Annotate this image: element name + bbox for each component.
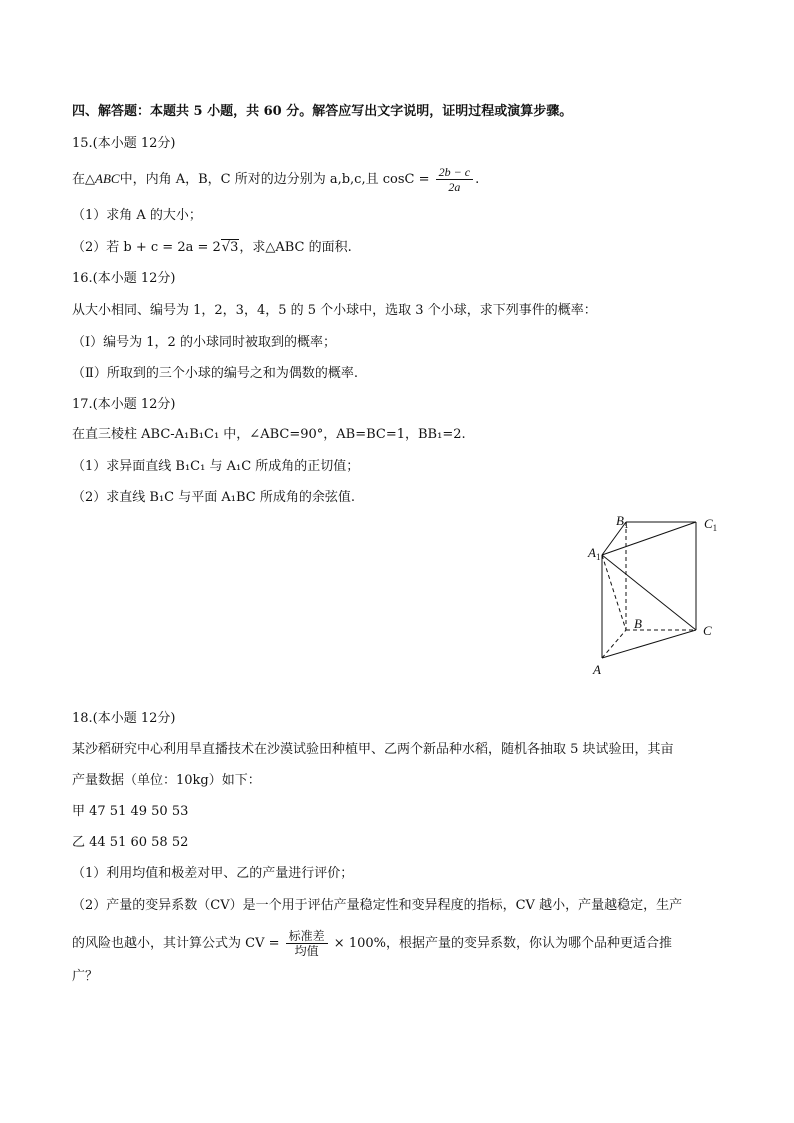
label-c: C (703, 623, 712, 638)
q16-stem: 从大小相同、编号为 1，2，3，4，5 的 5 个小球中，选取 3 个小球，求下列事件的概率： (72, 303, 597, 318)
q17-part1: （1）求异面直线 B₁C₁ 与 A₁C 所成角的正切值； (72, 459, 360, 474)
q15-title: 15.(本小题 12分) (72, 136, 176, 151)
q16-part1: （Ⅰ）编号为 1，2 的小球同时被取到的概率； (72, 335, 336, 350)
q15-stem (72, 165, 479, 194)
label-b: B (634, 616, 642, 631)
q15-part2 (72, 239, 352, 257)
q15-part2-pre: （2）若 b + c = 2a = 2 (72, 240, 221, 255)
q15-part1: （1）求角 A 的大小； (72, 208, 202, 223)
edge-a-c (602, 630, 696, 658)
q15-stem-abc: ABC (95, 171, 120, 186)
q17-stem: 在直三棱柱 ABC-A₁B₁C₁ 中，∠ABC=90°，AB=BC=1，BB₁=2. (72, 427, 466, 442)
q15-frac-num: 2b − c (438, 165, 471, 179)
q18-part2-line2 (72, 929, 672, 958)
q15-stem-end: . (475, 172, 480, 187)
q18-part2-line3: 广？ (72, 969, 99, 984)
q15-cos-fraction (436, 165, 473, 194)
label-a1: $A_1$ (588, 545, 601, 562)
prism-figure (584, 510, 734, 680)
q18-cv-fraction (286, 929, 328, 958)
q15-frac-den: 2a (436, 179, 473, 194)
q18-stem-line1: 某沙稻研究中心利用旱直播技术在沙漠试验田种植甲、乙两个新品种水稻，随机各抽取 5 块试验田，其亩 (72, 742, 674, 757)
q15-stem-pre: 在△ (72, 172, 95, 187)
edge-a1-c (602, 555, 696, 630)
label-b1: $B_1$ (616, 513, 629, 530)
q18-frac-den: 均值 (286, 943, 328, 958)
q18-part2-line1: （2）产量的变异系数（CV）是一个用于评估产量稳定性和变异程度的指标，CV 越小，产量越稳定，生产 (72, 898, 683, 913)
q18-stem-line2: 产量数据（单位：10kg）如下： (72, 773, 261, 788)
edge-a1-b-hidden (602, 555, 626, 630)
q17-title: 17.(本小题 12分) (72, 397, 176, 412)
q15-part2-post: ，求△ABC 的面积. (239, 240, 352, 255)
q18-row-yi: 乙 44 51 60 58 52 (72, 835, 189, 850)
label-a: A (593, 662, 601, 677)
q18-title: 18.(本小题 12分) (72, 711, 176, 726)
q18-part2-line2-post: × 100%，根据产量的变异系数，你认为哪个品种更适合推 (333, 936, 672, 951)
q15-sqrt-value: 3 (230, 240, 239, 255)
q18-part1: （1）利用均值和极差对甲、乙的产量进行评价； (72, 866, 354, 881)
q16-title: 16.(本小题 12分) (72, 271, 176, 286)
q18-frac-num: 标准差 (288, 929, 325, 943)
q18-part2-line2-pre: 的风险也越小，其计算公式为 CV = (72, 936, 280, 951)
q17-part2: （2）求直线 B₁C 与平面 A₁BC 所成角的余弦值. (72, 490, 355, 505)
q16-part2: （Ⅱ）所取到的三个小球的编号之和为偶数的概率. (72, 366, 358, 381)
section-heading: 四、解答题：本题共 5 小题，共 60 分。解答应写出文字说明，证明过程或演算步骤。 (72, 104, 573, 119)
q15-sqrt: √3 (221, 240, 239, 255)
q15-stem-mid: 中，内角 A，B，C 所对的边分别为 a,b,c,且 cosC = (119, 172, 430, 187)
edge-a-b-hidden (602, 630, 626, 658)
q18-row-jia: 甲 47 51 49 50 53 (72, 804, 189, 819)
label-c1: $C_1$ (704, 516, 718, 533)
